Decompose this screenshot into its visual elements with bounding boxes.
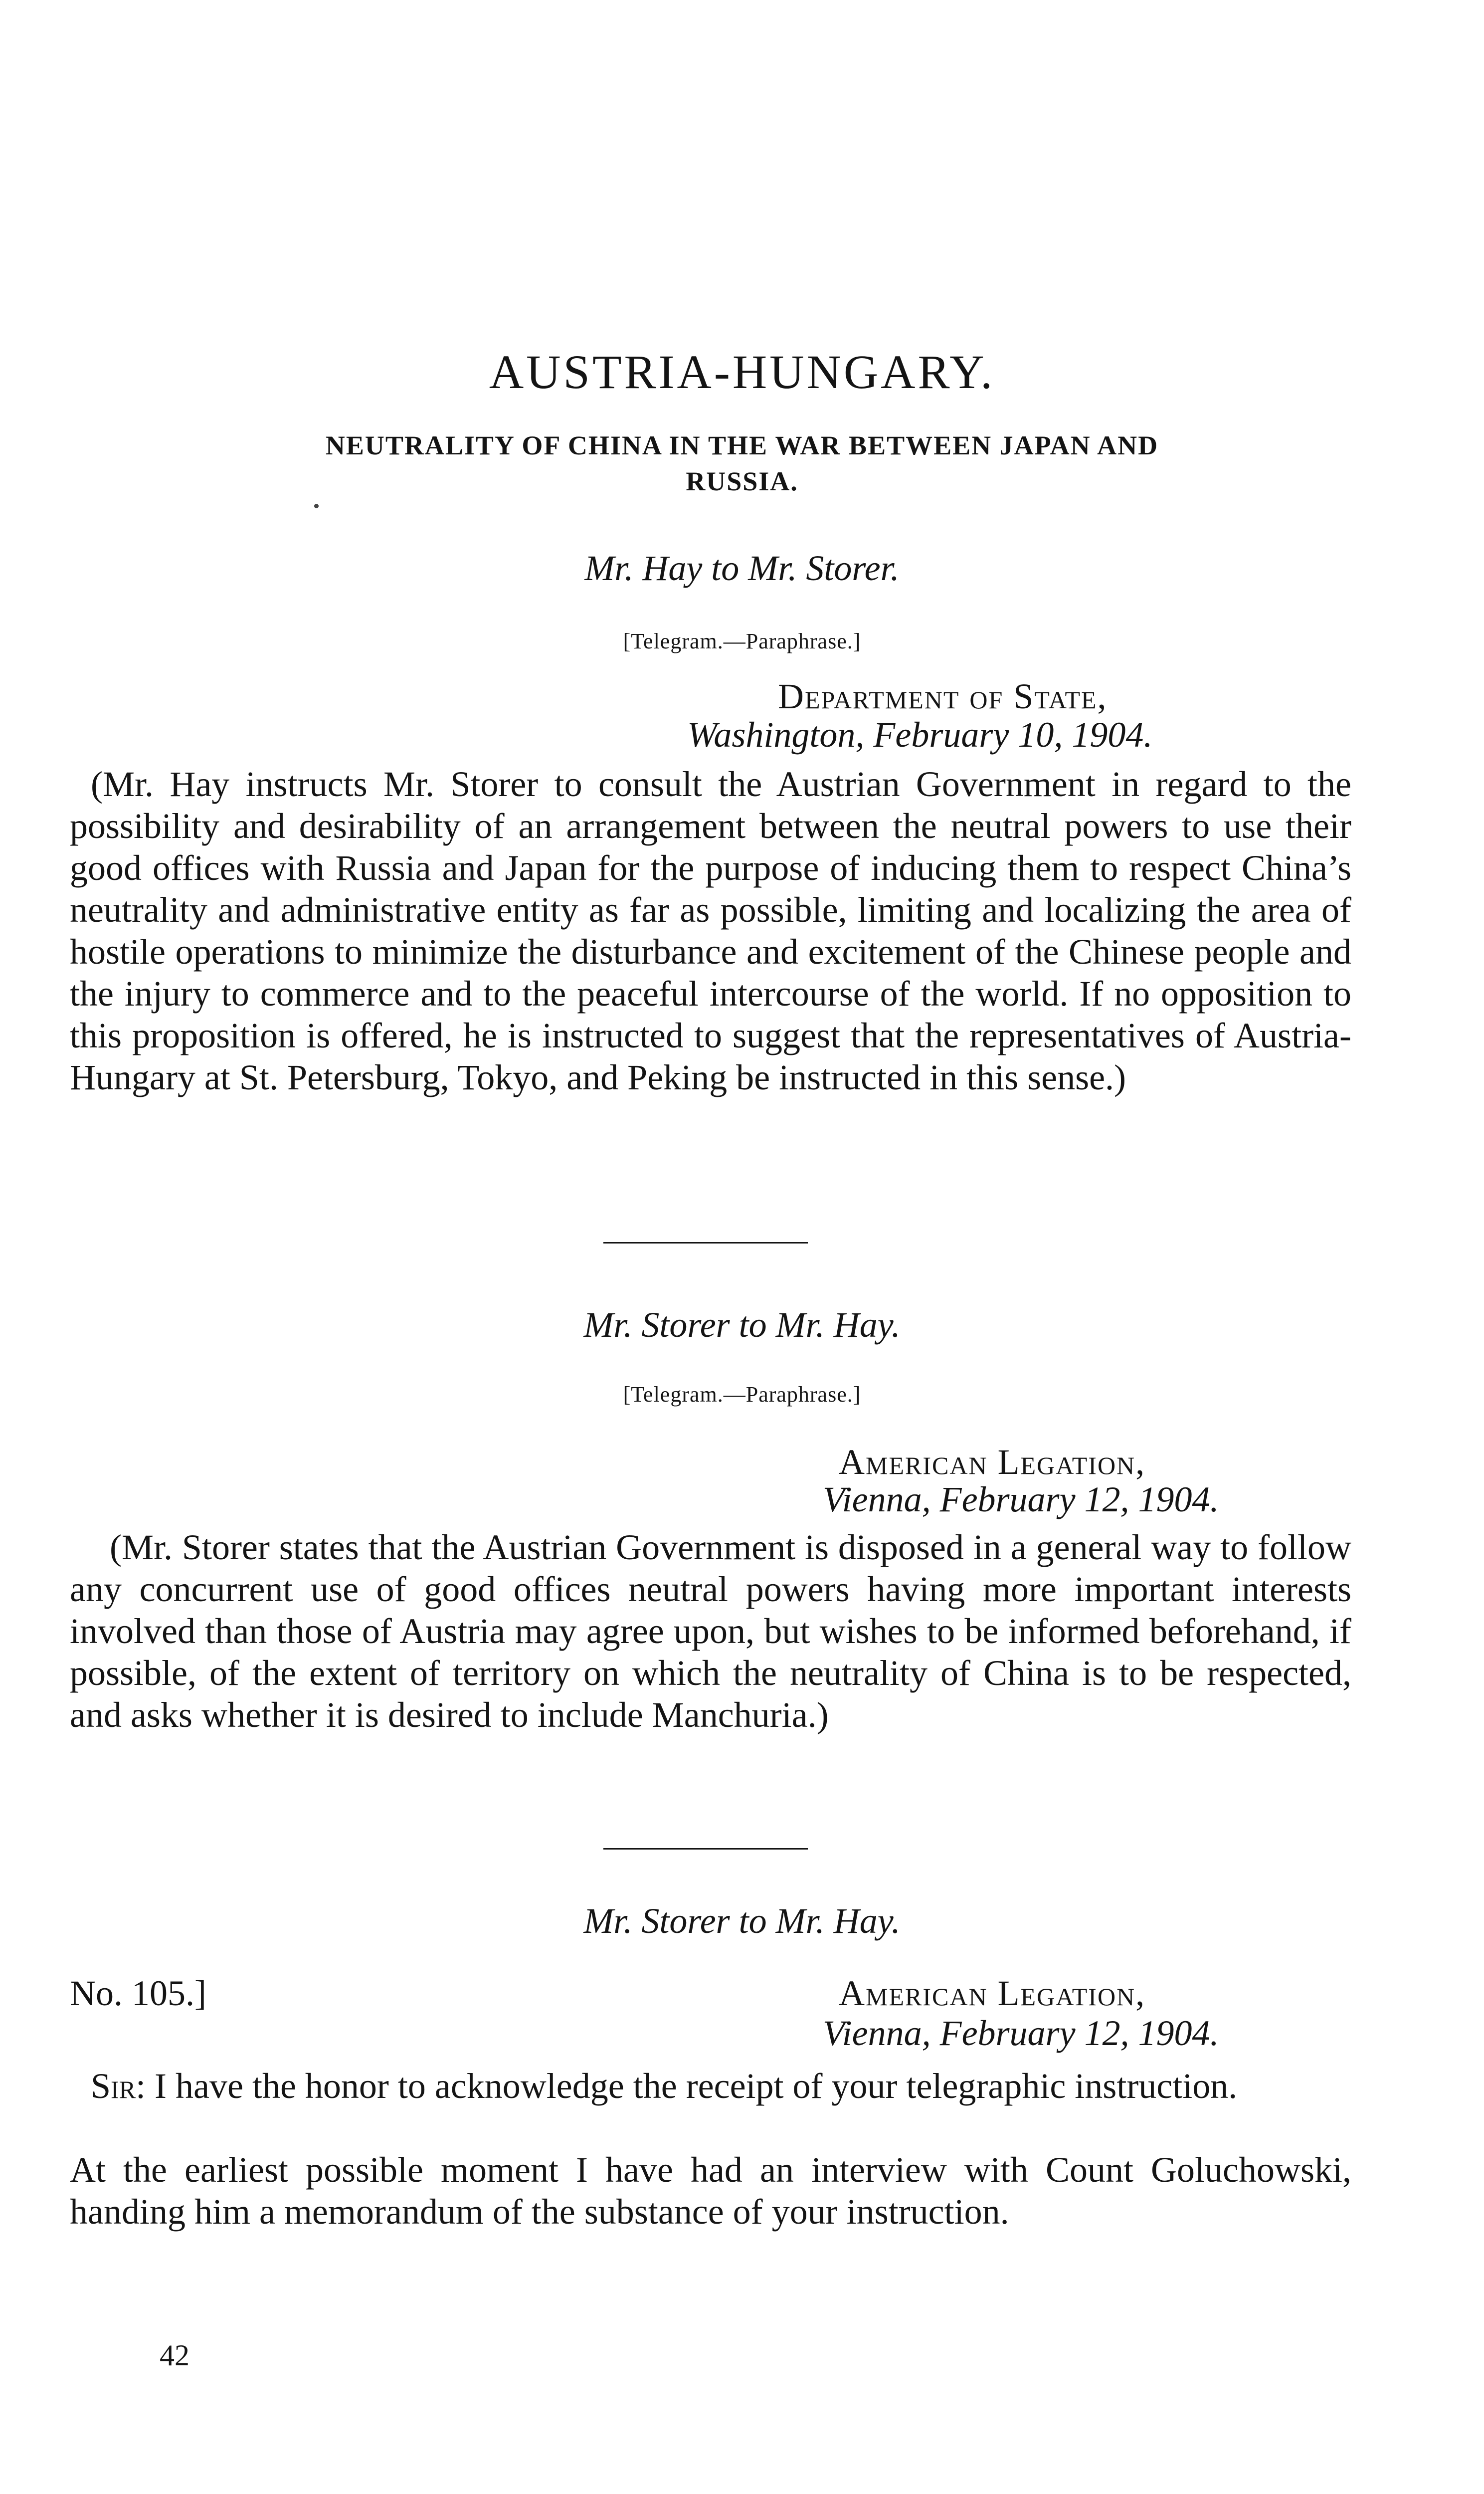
- document-2-origin: American Legation,: [839, 1442, 1146, 1482]
- document-1-origin: Department of State,: [778, 676, 1108, 716]
- document-2-note: [Telegram.—Paraphrase.]: [623, 1382, 861, 1407]
- subject-heading-line-2: RUSSIA.: [686, 466, 798, 496]
- document-3-place-date: Vienna, February 12, 1904.: [823, 2013, 1219, 2053]
- document-2-body: (Mr. Storer states that the Austrian Government is disposed in a general way to follow any concurrent use of good offices neutral powers having more important interests involved than those of Austria may agree upon, but wishes to be informed beforehand, if possible, of the extent of territory on which the neutrality of China is to be respected, and asks whether it is desired to include Manchuria.): [70, 1527, 1351, 1735]
- document-1-place-date: Washington, February 10, 1904.: [687, 715, 1153, 755]
- document-3-salutation: Mr. Storer to Mr. Hay.: [583, 1901, 901, 1941]
- document-2-salutation: Mr. Storer to Mr. Hay.: [583, 1305, 901, 1345]
- page-number: 42: [160, 2339, 189, 2372]
- section-divider-2: [603, 1848, 808, 1850]
- document-3-origin: American Legation,: [839, 1973, 1146, 2013]
- document-1-note: [Telegram.—Paraphrase.]: [623, 629, 861, 653]
- document-3-number: No. 105.]: [70, 1973, 206, 2013]
- subject-heading-line-1: NEUTRALITY OF CHINA IN THE WAR BETWEEN JAPAN AND: [325, 430, 1159, 460]
- section-divider-1: [603, 1242, 808, 1244]
- document-2-place-date: Vienna, February 12, 1904.: [823, 1479, 1219, 1519]
- printer-speck: [314, 504, 319, 508]
- document-1-salutation: Mr. Hay to Mr. Storer.: [584, 548, 900, 588]
- document-1-body: (Mr. Hay instructs Mr. Storer to consult the Austrian Government in regard to the possibility and desirability of an arrangement between the neutral powers to use their good offices with Russia and Japan for the purpose of inducing them to respect China’s neutrality and administrative entity as far as possible, limiting and localizing the area of hostile operations to minimize the disturbance and excitement of the Chinese people and the injury to commerce and to the peaceful intercourse of the world. If no opposition to this proposition is offered, he is instructed to suggest that the representatives of Austria-Hungary at St. Petersburg, Tokyo, and Peking be instructed in this sense.): [70, 764, 1351, 1097]
- document-3-paragraph-1: [70, 2065, 1351, 2107]
- document-3-paragraph-1-text: : I have the honor to acknowledge the receipt of your telegraphic instruction.: [136, 2066, 1238, 2106]
- page-title: AUSTRIA-HUNGARY.: [489, 345, 995, 399]
- document-3-paragraph-2: At the earliest possible moment I have had an interview with Count Goluchowski, handing him a memorandum of the substance of your instruction.: [70, 2150, 1351, 2232]
- salutation-sir: Sir: [91, 2066, 136, 2106]
